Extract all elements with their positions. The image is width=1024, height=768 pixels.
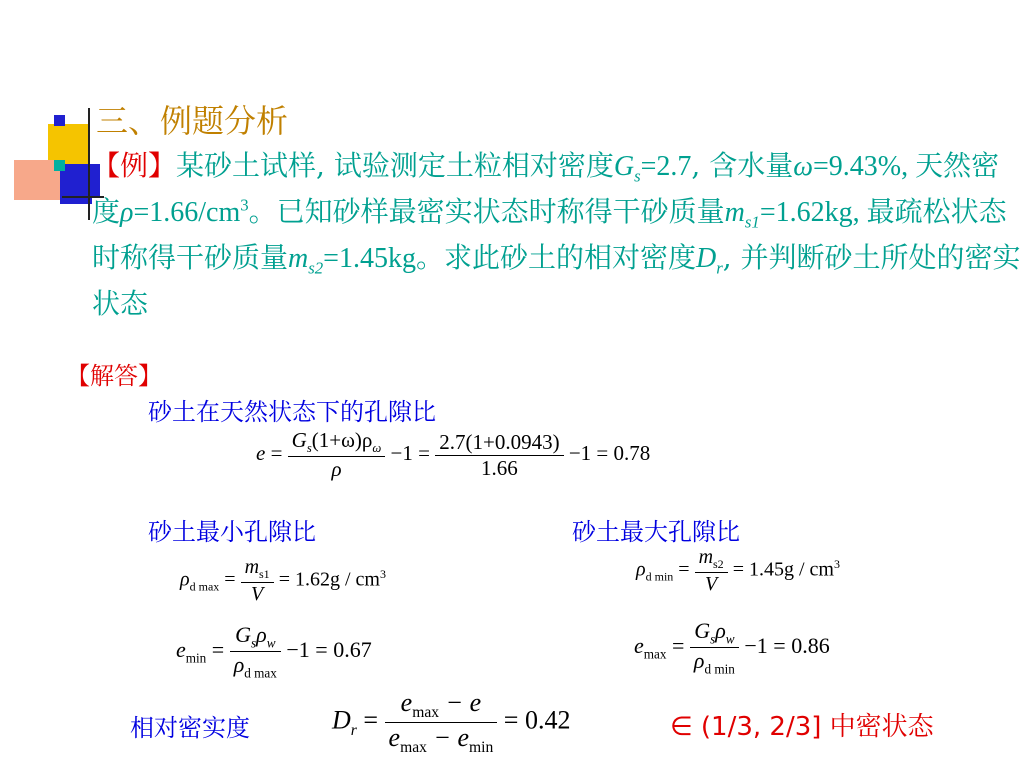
emax-equation: $e_{max}$ = $\frac{G_s\rho_w}{\rho_{d min}}$ −1 = 0.86: [634, 618, 830, 677]
ms2-symbol: $m_{s2}$: [288, 243, 324, 278]
rho-symbol: ρ: [120, 197, 134, 228]
rho-dmin-equation: $\rho_{d min}$ = $\frac{m_{s2}}{V}$ = $1.45g / cm^3$: [636, 546, 840, 595]
rho-dmax-equation: $\rho_{d max}$ = $\frac{m_{s1}}{V}$ = $1.62g / cm^3$: [180, 556, 386, 605]
example-text-3: , 含水量: [691, 149, 794, 182]
example-text-1: 某砂土试样, 试验测定土粒相对密度: [176, 149, 614, 182]
dr-symbol: $D_r$: [695, 243, 723, 278]
gs-value: =2.7: [640, 151, 692, 182]
gs-symbol: $G_s$: [613, 151, 641, 186]
relative-density-label: 相对密实度: [130, 714, 250, 742]
example-tag: 【例】: [92, 149, 177, 182]
emin-equation: $e_{min}$ = $\frac{G_s\rho_w}{\rho_{d max}}$ −1 = 0.67: [176, 622, 372, 681]
section-heading: 三、例题分析: [96, 102, 289, 140]
example-paragraph: [92, 143, 1022, 326]
example-text-6: 。已知砂样最密实状态时称得干砂质量: [248, 195, 725, 228]
answer-label: 【解答】: [66, 362, 162, 390]
example-bullet: [54, 160, 65, 171]
example-text-4: =9.43%, 天然密度: [92, 151, 1000, 228]
ms1-symbol: $m_{s1}$: [724, 197, 760, 232]
natural-void-ratio-label: 砂土在天然状态下的孔隙比: [148, 398, 436, 426]
heading-bullet: [54, 115, 65, 126]
example-text-9: , 并判断砂土所处的密实状态: [92, 241, 1021, 320]
density-state-conclusion: ∈ (1/3, 2/3] 中密状态: [670, 712, 934, 742]
min-void-ratio-label: 砂土最小孔隙比: [148, 518, 316, 546]
natural-void-ratio-equation: e = $\frac{G_s(1+\omega)\rho_\omega}{\rho}$ −1 = $\frac{2.7(1+0.0943)}{1.66}$ −1 = 0.78: [256, 428, 651, 482]
example-text-7: =1.62kg, 最疏松状态时称得干砂质量: [92, 197, 1007, 274]
max-void-ratio-label: 砂土最大孔隙比: [572, 518, 740, 546]
example-text-8: =1.45kg。求此砂土的相对密度: [323, 243, 696, 274]
density-value: $=1.66/cm^3$: [133, 195, 249, 228]
omega-symbol: ω: [793, 151, 813, 182]
relative-density-equation: $D_r$ = $\frac{e_{max} - e}{e_{max} - e_{min}}$ = 0.42: [332, 688, 571, 757]
